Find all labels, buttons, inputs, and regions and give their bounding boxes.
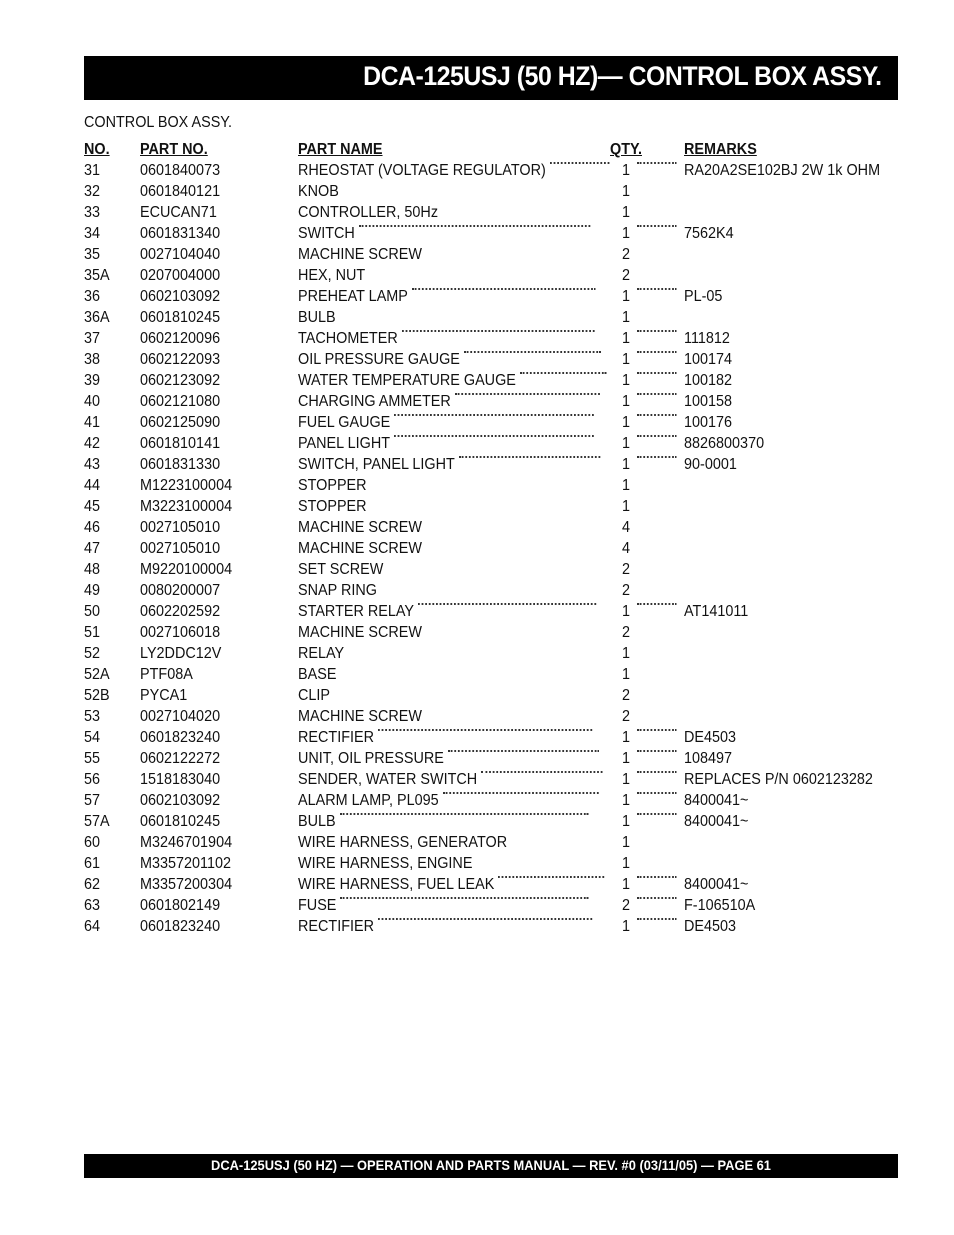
row-remarks: 8400041~ [684,792,749,809]
row-qty: 2 [622,687,631,704]
row-part-name: RECTIFIER [298,729,375,746]
row-part-name: CLIP [298,687,331,704]
row-no: 57 [84,792,101,809]
table-row [84,666,898,687]
row-qty: 1 [622,603,631,620]
row-no: 46 [84,519,101,536]
table-row [84,792,898,813]
row-no: 43 [84,456,101,473]
row-part-name: PREHEAT LAMP [298,288,408,305]
dot-leader [418,603,596,605]
row-remarks: 100158 [684,393,733,410]
table-row [84,393,898,414]
row-part-no: 0601823240 [140,918,221,935]
parts-table [84,141,898,939]
table-row [84,834,898,855]
row-part-name: CHARGING AMMETER [298,393,451,410]
row-no: 35A [84,267,110,284]
dot-leader [637,351,677,353]
table-row [84,183,898,204]
dot-leader [637,162,677,164]
row-part-no: 0602103092 [140,288,221,305]
dot-leader [394,414,594,416]
table-row [84,330,898,351]
row-part-name: MACHINE SCREW [298,519,423,536]
row-no: 63 [84,897,101,914]
row-part-name: KNOB [298,183,339,200]
table-row [84,288,898,309]
row-qty: 1 [622,225,631,242]
table-row [84,561,898,582]
table-row [84,456,898,477]
row-remarks: 111812 [684,330,730,347]
row-qty: 1 [622,372,631,389]
row-qty: 1 [622,330,631,347]
row-no: 34 [84,225,101,242]
dot-leader [455,393,600,395]
dot-leader [359,225,590,227]
row-part-no: 0027104040 [140,246,221,263]
table-row [84,309,898,330]
row-part-name: TACHOMETER [298,330,398,347]
row-qty: 1 [622,477,631,494]
dot-leader [637,813,677,815]
row-part-name: ALARM LAMP, PL095 [298,792,439,809]
row-qty: 1 [622,309,631,326]
dot-leader [550,162,610,164]
row-no: 50 [84,603,101,620]
row-part-name: MACHINE SCREW [298,540,423,557]
dot-leader [520,372,606,374]
footer-bar [84,1154,898,1178]
row-part-no: 0027105010 [140,519,221,536]
row-qty: 1 [622,876,631,893]
row-part-name: BASE [298,666,337,683]
table-row [84,603,898,624]
row-part-name: MACHINE SCREW [298,708,423,725]
row-remarks: 100174 [684,351,733,368]
row-qty: 1 [622,393,631,410]
row-part-no: 0601840073 [140,162,221,179]
dot-leader [340,813,589,815]
row-no: 31 [84,162,101,179]
row-part-no: M3357200304 [140,876,233,893]
dot-leader [637,225,677,227]
table-row [84,540,898,561]
row-remarks: REPLACES P/N 0602123282 [684,771,873,788]
row-part-name: FUEL GAUGE [298,414,391,431]
dot-leader [459,456,600,458]
row-qty: 4 [622,540,631,557]
row-no: 57A [84,813,110,830]
row-qty: 1 [622,183,631,200]
header-no: NO. [84,141,110,158]
row-remarks: 8826800370 [684,435,765,452]
row-no: 40 [84,393,101,410]
row-part-name: OIL PRESSURE GAUGE [298,351,460,368]
row-part-no: 0602122093 [140,351,221,368]
dot-leader [637,876,677,878]
row-no: 52B [84,687,110,704]
row-qty: 2 [622,582,631,599]
table-row [84,918,898,939]
row-remarks: 8400041~ [684,813,749,830]
row-part-name: SWITCH [298,225,355,242]
row-part-name: RELAY [298,645,345,662]
dot-leader [637,393,677,395]
row-part-no: 0601810245 [140,813,221,830]
dot-leader [481,771,602,773]
row-part-name: MACHINE SCREW [298,246,423,263]
row-qty: 2 [622,246,631,263]
row-qty: 1 [622,855,631,872]
table-row [84,771,898,792]
table-row [84,435,898,456]
table-row [84,729,898,750]
row-no: 61 [84,855,101,872]
row-part-no: M1223100004 [140,477,233,494]
row-part-name: FUSE [298,897,337,914]
row-no: 48 [84,561,101,578]
row-qty: 1 [622,162,631,179]
row-no: 36A [84,309,110,326]
row-part-name: WIRE HARNESS, ENGINE [298,855,473,872]
table-row [84,708,898,729]
row-qty: 1 [622,414,631,431]
table-row [84,750,898,771]
row-part-no: 0602123092 [140,372,221,389]
table-row [84,225,898,246]
row-part-no: 0601840121 [140,183,221,200]
dot-leader [637,288,677,290]
row-no: 37 [84,330,101,347]
row-no: 53 [84,708,101,725]
row-remarks: DE4503 [684,729,737,746]
row-part-no: 0602125090 [140,414,221,431]
dot-leader [637,792,677,794]
row-remarks: 100182 [684,372,733,389]
row-part-name: WIRE HARNESS, FUEL LEAK [298,876,495,893]
table-row [84,519,898,540]
row-no: 35 [84,246,101,263]
table-row [84,477,898,498]
row-part-no: M3357201102 [140,855,232,872]
table-header [84,141,898,162]
row-part-no: 0027106018 [140,624,221,641]
dot-leader [378,729,592,731]
row-remarks: 90-0001 [684,456,737,473]
row-part-no: 0080200007 [140,582,221,599]
row-qty: 1 [622,666,631,683]
row-qty: 2 [622,267,631,284]
row-remarks: 100176 [684,414,733,431]
dot-leader [637,414,677,416]
row-part-no: M3223100004 [140,498,233,515]
row-qty: 2 [622,561,631,578]
dot-leader [637,750,677,752]
row-qty: 1 [622,645,631,662]
table-row [84,414,898,435]
row-qty: 2 [622,897,631,914]
dot-leader [637,372,677,374]
section-label: CONTROL BOX ASSY. [84,114,233,131]
dot-leader [637,771,677,773]
row-part-name: STOPPER [298,498,367,515]
row-part-no: 0027105010 [140,540,221,557]
table-body [84,162,898,939]
row-part-name: BULB [298,813,336,830]
dot-leader [637,729,677,731]
dot-leader [412,288,596,290]
title-bar [84,56,898,100]
row-no: 41 [84,414,101,431]
row-part-name: UNIT, OIL PRESSURE [298,750,444,767]
row-remarks: AT141011 [684,603,749,620]
row-qty: 4 [622,519,631,536]
row-no: 32 [84,183,101,200]
table-row [84,372,898,393]
row-qty: 1 [622,813,631,830]
dot-leader [637,456,677,458]
header-qty: QTY. [610,141,643,158]
row-qty: 1 [622,771,631,788]
row-no: 47 [84,540,101,557]
row-qty: 1 [622,834,631,851]
row-remarks: PL-05 [684,288,723,305]
row-part-name: SNAP RING [298,582,377,599]
row-part-no: 0602121080 [140,393,221,410]
row-no: 62 [84,876,101,893]
row-part-name: BULB [298,309,336,326]
row-part-no: 0602103092 [140,792,221,809]
page-title: DCA-125USJ (50 HZ)— CONTROL BOX ASSY. [363,61,882,91]
row-part-no: M9220100004 [140,561,233,578]
row-remarks: F-106510A [684,897,756,914]
row-qty: 2 [622,624,631,641]
dot-leader [637,603,677,605]
row-qty: 1 [622,204,631,221]
dot-leader [637,897,677,899]
table-row [84,645,898,666]
dot-leader [498,876,604,878]
row-part-no: 0027104020 [140,708,221,725]
row-part-name: WIRE HARNESS, GENERATOR [298,834,508,851]
dot-leader [464,351,601,353]
table-row [84,498,898,519]
row-no: 56 [84,771,101,788]
row-no: 51 [84,624,101,641]
row-no: 55 [84,750,101,767]
row-part-no: 0601810245 [140,309,221,326]
row-part-name: MACHINE SCREW [298,624,423,641]
dot-leader [340,897,588,899]
row-part-no: 0601831330 [140,456,221,473]
dot-leader [443,792,599,794]
row-remarks: 108497 [684,750,733,767]
row-no: 49 [84,582,101,599]
table-row [84,351,898,372]
row-part-name: CONTROLLER, 50Hz [298,204,439,221]
row-part-no: PTF08A [140,666,193,683]
table-row [84,582,898,603]
row-no: 52A [84,666,110,683]
row-no: 42 [84,435,101,452]
table-row [84,246,898,267]
row-no: 52 [84,645,101,662]
row-part-name: PANEL LIGHT [298,435,391,452]
row-part-no: 1518183040 [140,771,221,788]
dot-leader [637,918,677,920]
row-part-name: STARTER RELAY [298,603,415,620]
row-no: 44 [84,477,101,494]
table-row [84,162,898,183]
row-part-name: WATER TEMPERATURE GAUGE [298,372,516,389]
row-part-no: 0602202592 [140,603,221,620]
row-no: 38 [84,351,101,368]
row-qty: 1 [622,288,631,305]
table-row [84,204,898,225]
table-row [84,855,898,876]
row-part-no: 0207004000 [140,267,221,284]
dot-leader [637,330,677,332]
row-part-no: PYCA1 [140,687,188,704]
row-remarks: 8400041~ [684,876,749,893]
row-qty: 1 [622,750,631,767]
row-qty: 1 [622,351,631,368]
row-part-name: SENDER, WATER SWITCH [298,771,478,788]
table-row [84,813,898,834]
table-row [84,687,898,708]
row-part-no: M3246701904 [140,834,233,851]
row-part-name: RHEOSTAT (VOLTAGE REGULATOR) [298,162,546,179]
dot-leader [394,435,594,437]
dot-leader [448,750,599,752]
row-part-no: 0601810141 [140,435,221,452]
row-qty: 1 [622,456,631,473]
row-part-no: ECUCAN71 [140,204,217,221]
row-no: 36 [84,288,101,305]
row-remarks: DE4503 [684,918,737,935]
row-qty: 1 [622,435,631,452]
row-part-name: SWITCH, PANEL LIGHT [298,456,455,473]
row-no: 64 [84,918,101,935]
header-remarks: REMARKS [684,141,757,158]
header-part-name: PART NAME [298,141,383,158]
table-row [84,876,898,897]
row-qty: 1 [622,498,631,515]
header-part-no: PART NO. [140,141,208,158]
table-row [84,897,898,918]
row-part-name: SET SCREW [298,561,384,578]
row-remarks: 7562K4 [684,225,734,242]
row-part-no: 0601831340 [140,225,221,242]
row-part-name: STOPPER [298,477,367,494]
table-row [84,624,898,645]
row-qty: 1 [622,729,631,746]
row-remarks: RA20A2SE102BJ 2W 1k OHM [684,162,881,179]
row-qty: 2 [622,708,631,725]
row-part-no: 0601802149 [140,897,221,914]
row-part-name: HEX, NUT [298,267,366,284]
row-qty: 1 [622,792,631,809]
table-row [84,267,898,288]
row-part-no: LY2DDC12V [140,645,222,662]
dot-leader [402,330,595,332]
footer-text: DCA-125USJ (50 HZ) — OPERATION AND PARTS MANUAL — REV. #0 (03/11/05) — PAGE 61 [211,1157,771,1173]
row-no: 54 [84,729,101,746]
row-part-no: 0601823240 [140,729,221,746]
dot-leader [378,918,592,920]
row-no: 33 [84,204,101,221]
row-part-no: 0602120096 [140,330,221,347]
dot-leader [637,435,677,437]
row-qty: 1 [622,918,631,935]
row-part-no: 0602122272 [140,750,221,767]
row-part-name: RECTIFIER [298,918,375,935]
row-no: 45 [84,498,101,515]
row-no: 39 [84,372,101,389]
row-no: 60 [84,834,101,851]
